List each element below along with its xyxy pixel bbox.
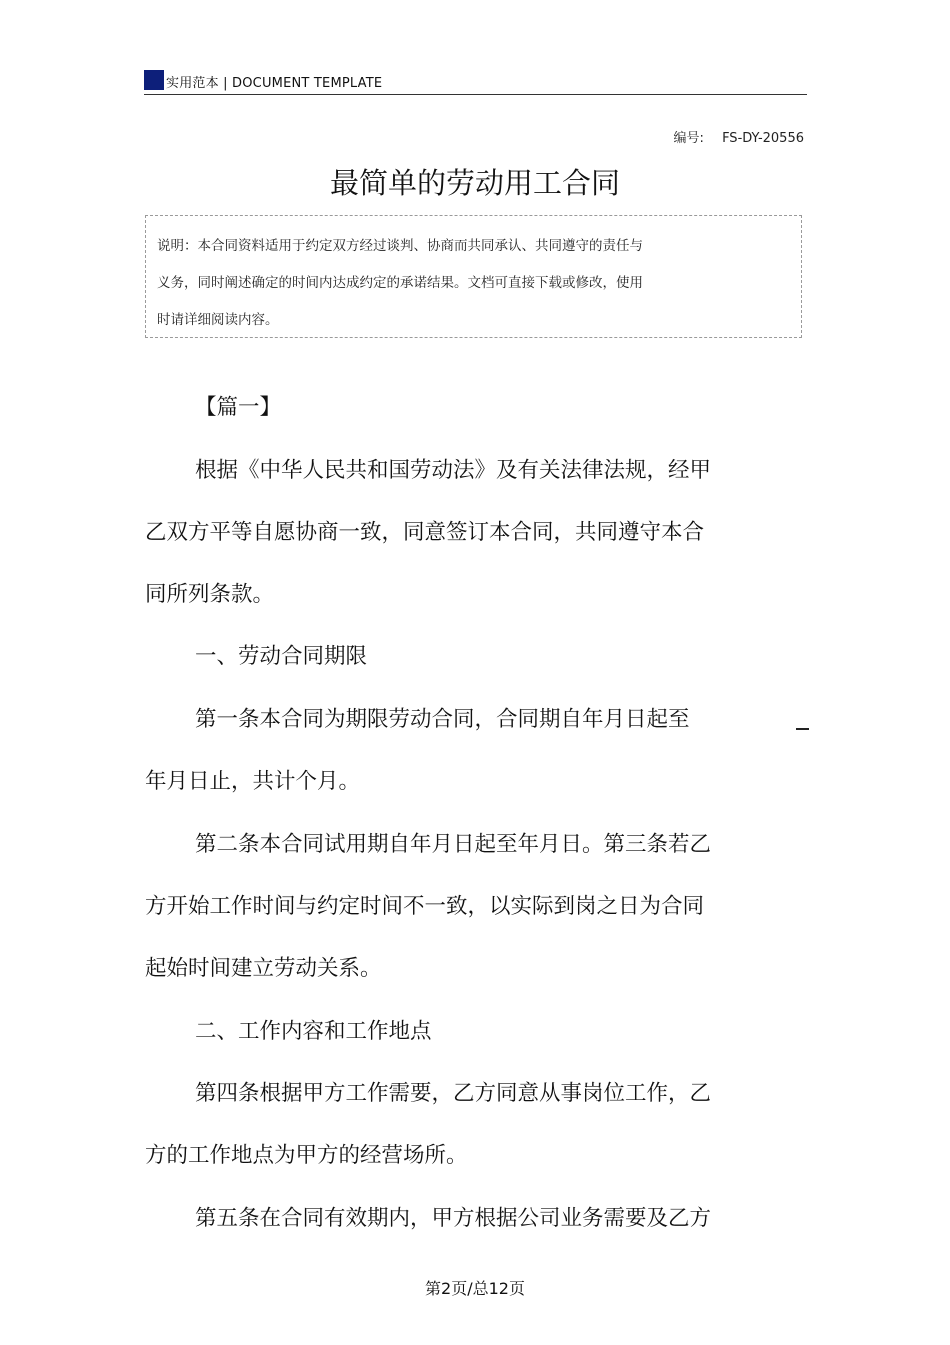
page-footer: 第2页/总12页 <box>425 1279 525 1298</box>
body-line: 乙双方平等自愿协商一致，同意签订本合同，共同遵守本合 <box>145 520 705 545</box>
body-line: 同所列条款。 <box>145 582 275 607</box>
body-line: 起始时间建立劳动关系。 <box>145 956 382 981</box>
document-number-label: 编号: <box>673 131 704 146</box>
section-heading: 【篇一】 <box>195 395 282 420</box>
document-title: 最简单的劳动用工合同 <box>329 166 620 200</box>
body-line: 年月日止，共计个月。 <box>145 769 361 794</box>
body-line: 第五条在合同有效期内，甲方根据公司业务需要及乙方 <box>195 1206 712 1231</box>
document-header <box>144 70 807 95</box>
body-line: 第四条根据甲方工作需要，乙方同意从事岗位工作，乙 <box>195 1081 712 1106</box>
description-box <box>145 215 802 338</box>
document-number-value: FS-DY-20556 <box>722 131 804 146</box>
margin-mark <box>796 728 809 730</box>
section-heading: 二、工作内容和工作地点 <box>195 1019 432 1044</box>
section-heading: 一、劳动合同期限 <box>195 644 368 669</box>
header-text: 实用范本 | DOCUMENT TEMPLATE <box>166 76 383 91</box>
body-line: 方的工作地点为甲方的经营场所。 <box>145 1143 468 1168</box>
body-line: 第二条本合同试用期自年月日起至年月日。第三条若乙 <box>195 832 712 857</box>
document-number <box>674 127 804 146</box>
description-line: 说明：本合同资料适用于约定双方经过谈判、协商而共同承认、共同遵守的责任与 <box>157 238 643 254</box>
description-line: 义务，同时阐述确定的时间内达成约定的承诺结果。文档可直接下载或修改，使用 <box>157 275 643 291</box>
body-line: 第一条本合同为期限劳动合同，合同期自年月日起至 <box>195 707 690 732</box>
body-line: 方开始工作时间与约定时间不一致，以实际到岗之日为合同 <box>145 894 705 919</box>
description-line: 时请详细阅读内容。 <box>157 312 279 328</box>
header-logo-square <box>144 70 164 90</box>
body-line: 根据《中华人民共和国劳动法》及有关法律法规，经甲 <box>195 458 712 483</box>
